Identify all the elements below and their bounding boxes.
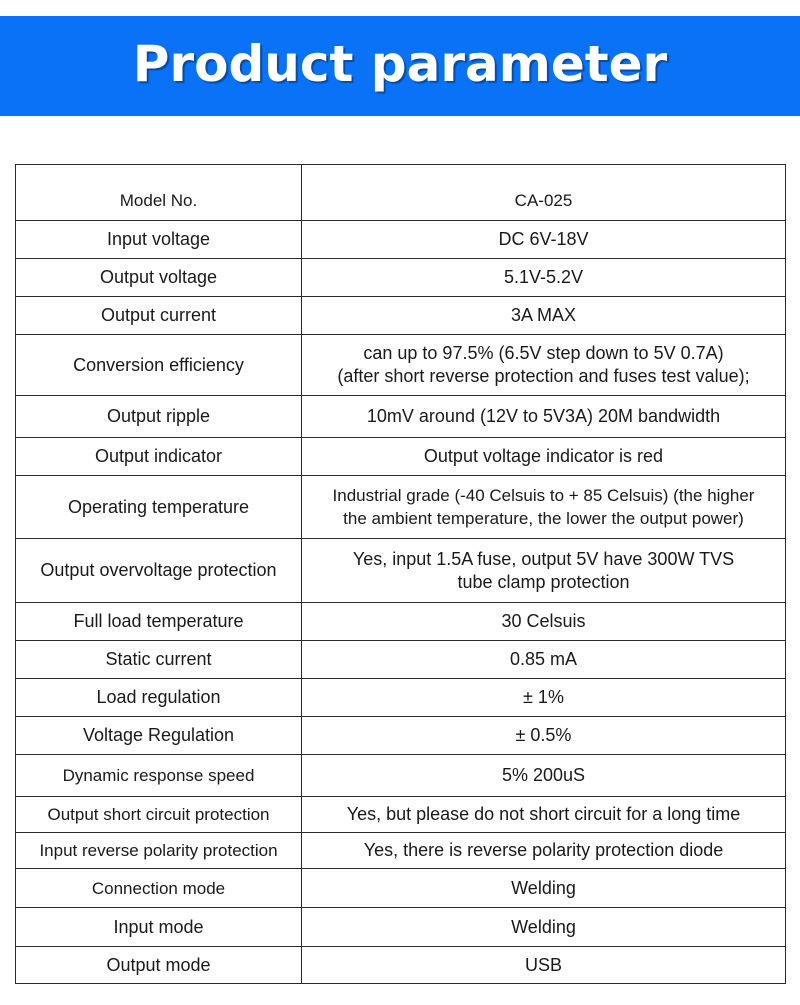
param-label: Input voltage <box>16 221 302 259</box>
param-label: Output ripple <box>16 396 302 438</box>
table-row <box>16 679 786 717</box>
param-value: Welding <box>302 869 786 908</box>
param-value: 10mV around (12V to 5V3A) 20M bandwidth <box>302 396 786 438</box>
parameter-table <box>15 164 786 984</box>
header-banner <box>0 16 800 116</box>
param-value-line: (after short reverse protection and fuses test value); <box>337 366 750 386</box>
table-row <box>16 476 786 539</box>
param-label: Conversion efficiency <box>16 335 302 396</box>
table-row <box>16 947 786 984</box>
param-label: Output indicator <box>16 438 302 476</box>
param-label: Output voltage <box>16 259 302 297</box>
param-label: Load regulation <box>16 679 302 717</box>
table-row <box>16 259 786 297</box>
param-value: 0.85 mA <box>302 641 786 679</box>
table-row <box>16 396 786 438</box>
table-row <box>16 908 786 947</box>
param-value <box>302 476 786 539</box>
param-value: ± 0.5% <box>302 717 786 755</box>
table-row <box>16 797 786 833</box>
param-label: Input reverse polarity protection <box>16 833 302 869</box>
table-row <box>16 165 786 221</box>
param-value: 5% 200uS <box>302 755 786 797</box>
param-value: ± 1% <box>302 679 786 717</box>
page-title: Product parameter <box>132 35 668 93</box>
table-row <box>16 438 786 476</box>
table-row <box>16 717 786 755</box>
param-value: Output voltage indicator is red <box>302 438 786 476</box>
table-row <box>16 335 786 396</box>
param-value: Yes, there is reverse polarity protection diode <box>302 833 786 869</box>
param-label: Model No. <box>16 165 302 221</box>
param-label: Operating temperature <box>16 476 302 539</box>
table-row <box>16 869 786 908</box>
param-label: Full load temperature <box>16 603 302 641</box>
param-label: Voltage Regulation <box>16 717 302 755</box>
table-row <box>16 833 786 869</box>
param-label: Output current <box>16 297 302 335</box>
param-value-line: Industrial grade (-40 Celsuis to + 85 Celsuis) (the higher <box>332 486 755 505</box>
param-value: 3A MAX <box>302 297 786 335</box>
table-row <box>16 641 786 679</box>
param-label: Connection mode <box>16 869 302 908</box>
param-value: USB <box>302 947 786 984</box>
table-row <box>16 297 786 335</box>
param-label: Input mode <box>16 908 302 947</box>
param-value: 5.1V-5.2V <box>302 259 786 297</box>
param-value: 30 Celsuis <box>302 603 786 641</box>
param-value-line: the ambient temperature, the lower the output power) <box>343 509 744 528</box>
param-value: CA-025 <box>302 165 786 221</box>
param-label: Dynamic response speed <box>16 755 302 797</box>
param-value <box>302 539 786 603</box>
param-label: Output overvoltage protection <box>16 539 302 603</box>
table-row <box>16 539 786 603</box>
param-value: Yes, but please do not short circuit for a long time <box>302 797 786 833</box>
param-label: Output short circuit protection <box>16 797 302 833</box>
param-value: Welding <box>302 908 786 947</box>
param-label: Output mode <box>16 947 302 984</box>
param-value-line: tube clamp protection <box>457 571 630 592</box>
table-row <box>16 755 786 797</box>
param-value-line: Yes, input 1.5A fuse, output 5V have 300W TVS <box>352 548 735 569</box>
table-row <box>16 221 786 259</box>
param-value <box>302 335 786 396</box>
table-row <box>16 603 786 641</box>
param-value: DC 6V-18V <box>302 221 786 259</box>
param-value-line: can up to 97.5% (6.5V step down to 5V 0.7A) <box>363 343 724 363</box>
param-label: Static current <box>16 641 302 679</box>
